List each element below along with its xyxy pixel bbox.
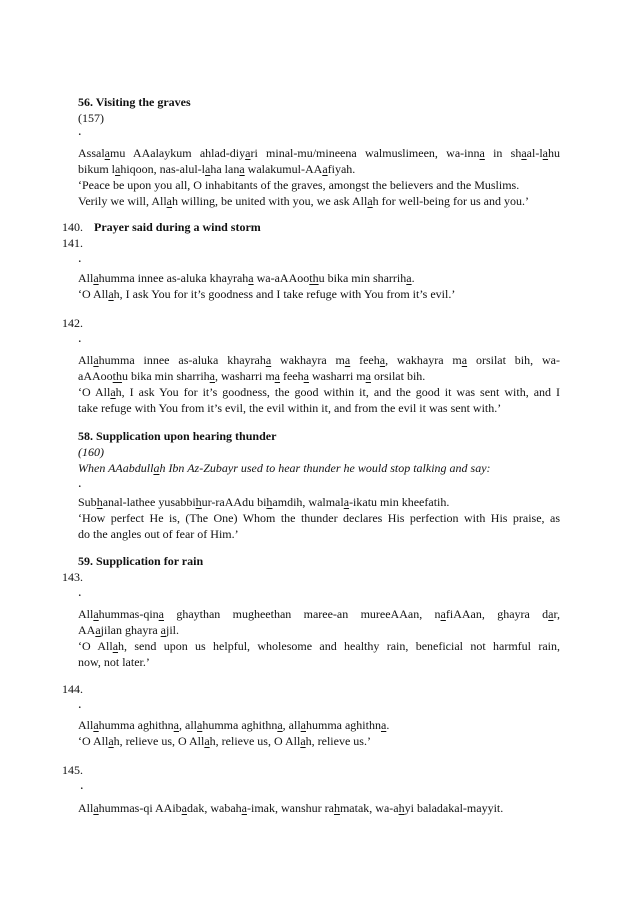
translation-line: ‘Peace be upon you all, O inhabitants of the graves, amongst the believers and the Muslims. (78, 178, 520, 192)
transliteration-line: Subhanal-lathee yusabbihur-raAAdu bihamdih, walmala-ikatu min kheefatih. (78, 495, 450, 509)
reference-number: (160) (78, 445, 104, 459)
transliteration-line: Allahummas-qi AAibadak, wabaha-imak, wanshur rahmatak, wa-ahyi baladakal-mayyit. (78, 801, 504, 815)
transliteration-line: Allahumma aghithna, allahumma aghithna, allahumma aghithna. (78, 718, 390, 732)
translation-line: ‘O Allah, send upon us helpful, wholesome and healthy rain, beneficial not harmful rain, (78, 639, 560, 653)
item-number: 145. (62, 763, 83, 777)
transliteration-line: AAajilan ghayra ajil. (78, 623, 179, 637)
transliteration-line: aAAoothu bika min sharriha, washarri ma feeha washarri ma orsilat bih. (78, 369, 426, 383)
translation-line: ‘O Allah, I ask You for it’s goodness, the good within it, and the good it was sent with, and I (78, 385, 560, 399)
arabic-placeholder: . (78, 331, 82, 346)
translation-line: do the angles out of fear of Him.’ (78, 527, 239, 541)
translation-line: ‘O Allah, I ask You for it’s goodness and I take refuge with You from it’s evil.’ (78, 287, 456, 301)
item-number: 143. (62, 570, 83, 584)
arabic-placeholder: . (78, 124, 82, 139)
section-heading: 58. Supplication upon hearing thunder (78, 429, 277, 443)
section-heading: 59. Supplication for rain (78, 554, 204, 568)
item-number: 142. (62, 316, 83, 330)
item-number: 144. (62, 682, 83, 696)
translation-line: now, not later.’ (78, 655, 150, 669)
section-heading: Prayer said during a wind storm (94, 220, 261, 234)
arabic-placeholder: . (78, 476, 82, 491)
translation-line: take refuge with You from it’s evil, the evil within it, and from the evil it was sent with.’ (78, 401, 502, 415)
reference-number: (157) (78, 111, 104, 125)
transliteration-line: Assalamu AAalaykum ahlad-diyari minal-mu/mineena walmuslimeen, wa-inna in shaal-lahu (78, 146, 560, 160)
translation-line: ‘O Allah, relieve us, O Allah, relieve us, O Allah, relieve us.’ (78, 734, 371, 748)
section-heading: 56. Visiting the graves (78, 95, 191, 109)
transliteration-line: Allahummas-qina ghaythan mugheethan maree-an mureeAAan, nafiAAan, ghayra dar, (78, 607, 561, 621)
arabic-placeholder: . (80, 778, 84, 793)
translation-line: ‘How perfect He is, (The One) Whom the thunder declares His perfection with His praise, as (78, 511, 560, 525)
translation-line: Verily we will, Allah willing, be united with you, we ask Allah for well-being for us and you.’ (78, 194, 529, 208)
transliteration-line: Allahumma innee as-aluka khayraha wa-aAAoothu bika min sharriha. (78, 271, 415, 285)
arabic-placeholder: . (78, 585, 82, 600)
item-number: 140. (62, 220, 83, 234)
arabic-placeholder: . (78, 251, 82, 266)
arabic-placeholder: . (78, 697, 82, 712)
transliteration-line: bikum lahiqoon, nas-alul-laha lana walakumul-AAafiyah. (78, 162, 356, 176)
intro-line: When AAabdullah Ibn Az-Zubayr used to hear thunder he would stop talking and say: (78, 461, 491, 475)
transliteration-line: Allahumma innee as-aluka khayraha wakhayra ma feeha, wakhayra ma orsilat bih, wa- (78, 353, 560, 367)
item-number: 141. (62, 236, 83, 250)
